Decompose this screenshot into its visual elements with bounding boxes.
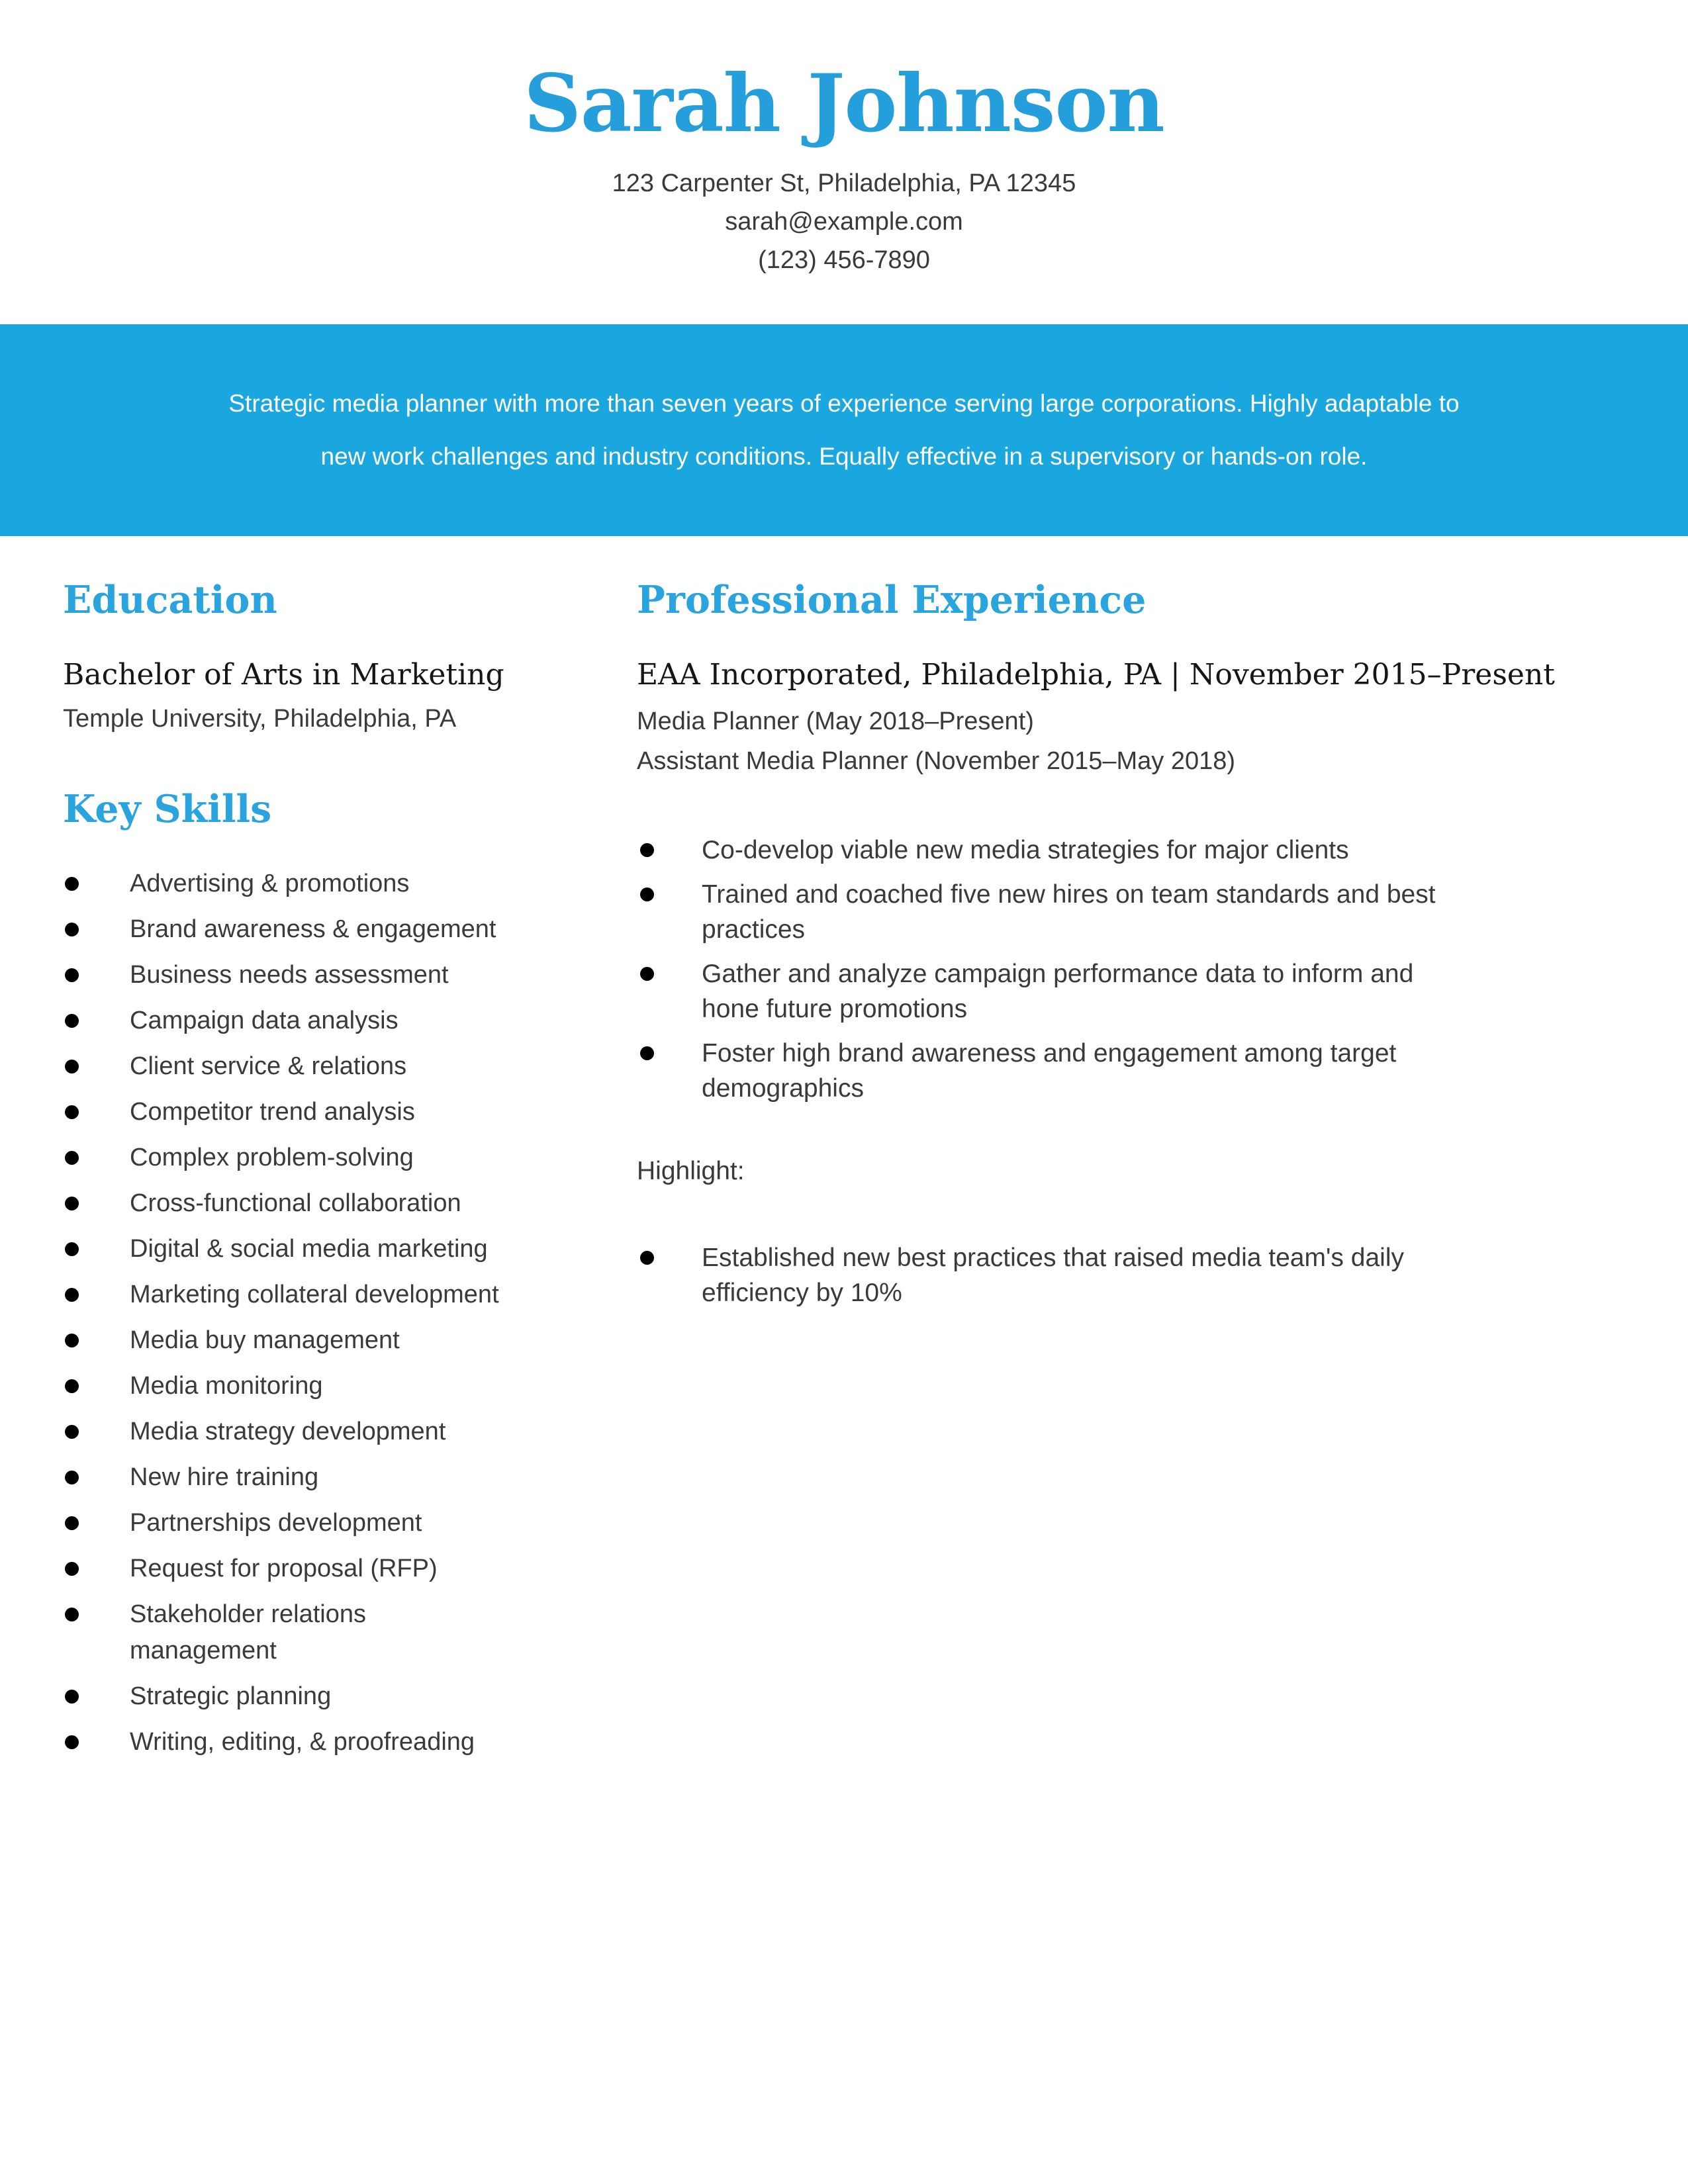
- skill-item: [63, 1368, 586, 1404]
- skill-label: Writing, editing, & proofreading: [130, 1728, 475, 1756]
- skill-label: Stakeholder relations management: [130, 1600, 366, 1664]
- experience-heading: Professional Experience: [637, 578, 1147, 622]
- skill-item: [63, 1185, 586, 1222]
- skill-label: Strategic planning: [130, 1682, 332, 1710]
- contact-block: [0, 164, 1688, 279]
- experience-item: [637, 877, 1555, 947]
- bullet-icon: [65, 1014, 79, 1028]
- skill-label: Client service & relations: [130, 1052, 407, 1080]
- skill-item: [63, 1459, 586, 1496]
- bullet-icon: [65, 968, 79, 982]
- experience-bullet-text: Gather and analyze campaign performance data to inform and hone future promotions: [702, 960, 1414, 1023]
- bullet-icon: [65, 1735, 79, 1749]
- bullet-icon: [65, 877, 79, 891]
- contact-phone: (123) 456-7890: [758, 246, 930, 274]
- skill-item: [63, 866, 586, 902]
- skill-item: [63, 1277, 586, 1313]
- role-line: Assistant Media Planner (November 2015–May 2018): [637, 747, 1236, 775]
- skill-item: [63, 1003, 586, 1039]
- highlight-bullet-text: Established new best practices that raised media team's daily efficiency by 10%: [702, 1244, 1404, 1307]
- skill-label: Media buy management: [130, 1326, 400, 1354]
- skill-item: [63, 911, 586, 948]
- highlight-item: [637, 1240, 1555, 1310]
- person-name: Sarah Johnson: [524, 57, 1164, 150]
- skill-item: [63, 1596, 586, 1669]
- skill-label: Partnerships development: [130, 1509, 422, 1537]
- key-skills-section: [63, 785, 586, 1760]
- summary-text: Strategic media planner with more than seven years of experience serving large corporations. Highly adaptable to new work challenges and industry conditions. Equally effective in a supervisory or hands-on role.: [228, 390, 1460, 470]
- experience-section: [637, 576, 1555, 1310]
- highlight-label: Highlight:: [637, 1157, 745, 1185]
- bullet-icon: [65, 1151, 79, 1165]
- education-heading: Education: [63, 578, 277, 622]
- bullet-icon: [65, 1516, 79, 1530]
- skill-item: [63, 1322, 586, 1359]
- skill-label: Complex problem-solving: [130, 1144, 414, 1171]
- highlight-bullets: [637, 1240, 1555, 1310]
- degree: Bachelor of Arts in Marketing: [63, 658, 504, 692]
- skill-label: Business needs assessment: [130, 961, 449, 989]
- bullet-icon: [640, 843, 654, 857]
- skill-item: [63, 1505, 586, 1541]
- left-column: [63, 576, 586, 1770]
- skill-item: [63, 957, 586, 993]
- contact-email: sarah@example.com: [725, 208, 963, 236]
- experience-item: [637, 1036, 1555, 1106]
- bullet-icon: [640, 887, 654, 901]
- bullet-icon: [65, 1197, 79, 1210]
- bullet-icon: [65, 1105, 79, 1119]
- skill-item: [63, 1094, 586, 1130]
- skill-item: [63, 1551, 586, 1587]
- skill-label: Digital & social media marketing: [130, 1235, 488, 1263]
- skill-label: Media monitoring: [130, 1372, 323, 1400]
- skill-label: Media strategy development: [130, 1418, 446, 1445]
- bullet-icon: [65, 1690, 79, 1704]
- skill-label: Marketing collateral development: [130, 1281, 499, 1308]
- role-line: Media Planner (May 2018–Present): [637, 707, 1034, 735]
- roles-block: [637, 702, 1555, 781]
- bullet-icon: [65, 1608, 79, 1621]
- skill-item: [63, 1231, 586, 1267]
- experience-bullet-text: Trained and coached five new hires on team standards and best practices: [702, 880, 1436, 944]
- skill-label: New hire training: [130, 1463, 319, 1491]
- skill-item: [63, 1724, 586, 1760]
- employer-line: EAA Incorporated, Philadelphia, PA | November 2015–Present: [637, 658, 1555, 692]
- experience-item: [637, 833, 1555, 868]
- skill-label: Competitor trend analysis: [130, 1098, 415, 1126]
- experience-bullet-text: Foster high brand awareness and engagement among target demographics: [702, 1039, 1397, 1103]
- bullet-icon: [65, 1060, 79, 1073]
- contact-address: 123 Carpenter St, Philadelphia, PA 12345: [612, 169, 1076, 197]
- skill-label: Campaign data analysis: [130, 1007, 399, 1034]
- bullet-icon: [65, 923, 79, 936]
- skill-item: [63, 1414, 586, 1450]
- skill-item: [63, 1678, 586, 1715]
- skill-label: Request for proposal (RFP): [130, 1555, 438, 1582]
- bullet-icon: [65, 1562, 79, 1576]
- content-columns: [63, 576, 1555, 1770]
- skill-label: Cross-functional collaboration: [130, 1189, 461, 1217]
- experience-bullets: [637, 833, 1555, 1106]
- skill-label: Advertising & promotions: [130, 870, 410, 897]
- experience-bullet-text: Co-develop viable new media strategies for major clients: [702, 836, 1349, 864]
- bullet-icon: [65, 1471, 79, 1484]
- education-section: [63, 576, 586, 737]
- skill-item: [63, 1140, 586, 1176]
- bullet-icon: [640, 967, 654, 981]
- skill-label: Brand awareness & engagement: [130, 915, 496, 943]
- right-column: [637, 576, 1555, 1770]
- experience-item: [637, 956, 1555, 1026]
- bullet-icon: [65, 1379, 79, 1393]
- school: Temple University, Philadelphia, PA: [63, 705, 457, 733]
- summary-banner: [0, 324, 1688, 536]
- skills-list: [63, 866, 586, 1760]
- bullet-icon: [65, 1425, 79, 1439]
- header: [0, 0, 1688, 279]
- bullet-icon: [65, 1334, 79, 1347]
- key-skills-heading: Key Skills: [63, 787, 272, 831]
- bullet-icon: [640, 1251, 654, 1265]
- bullet-icon: [65, 1288, 79, 1302]
- bullet-icon: [65, 1242, 79, 1256]
- skill-item: [63, 1048, 586, 1085]
- bullet-icon: [640, 1046, 654, 1060]
